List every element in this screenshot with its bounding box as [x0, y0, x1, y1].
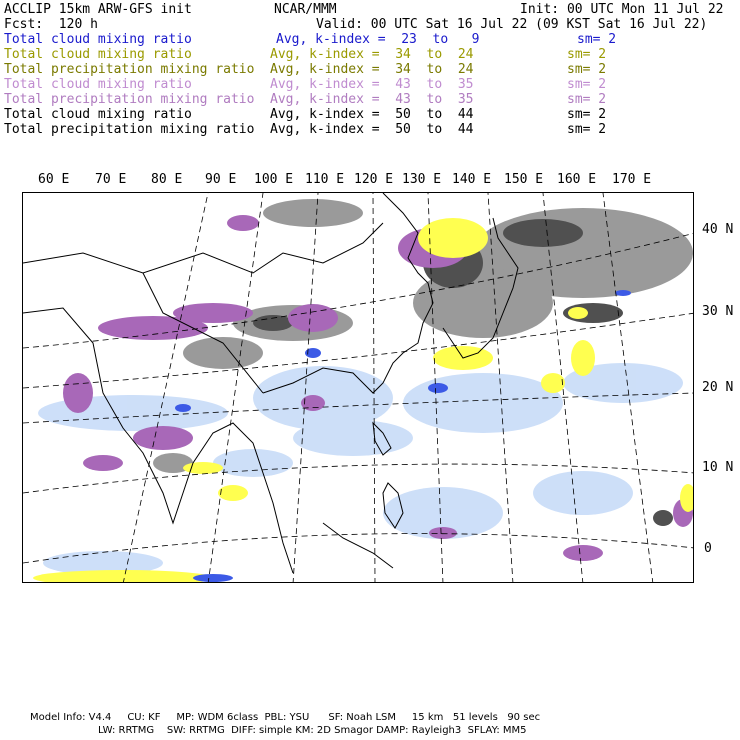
footer-physics-info: LW: RRTMG SW: RRTMG DIFF: simple KM: 2D Smagor DAMP: Rayleigh3 SFLAY: MM5 [98, 725, 527, 736]
purple-patch [288, 304, 338, 332]
legend-avg: Avg, k-index = 43 to 35 [270, 92, 474, 107]
purple-patch [429, 527, 457, 539]
legend-sm: sm= 2 [567, 47, 607, 62]
legend-avg: Avg, k-index = 50 to 44 [270, 122, 474, 137]
lon-label: 90 E [205, 172, 237, 187]
yellow-patch [541, 373, 565, 393]
lat-label: 0 [704, 541, 712, 556]
blue-patch [193, 574, 233, 582]
map-canvas [23, 193, 694, 583]
blue-patch [428, 383, 448, 393]
lon-label: 160 E [557, 172, 597, 187]
lon-label: 100 E [254, 172, 294, 187]
yellow-patch [33, 570, 213, 583]
title-right: Init: 00 UTC Mon 11 Jul 22 [520, 2, 724, 17]
gray-patch [183, 337, 263, 369]
legend-sm: sm= 2 [567, 62, 607, 77]
legend-name: Total precipitation mixing ratio [4, 92, 255, 107]
lon-label: 140 E [452, 172, 492, 187]
lon-label: 120 E [354, 172, 394, 187]
light-blue-cloud-field [38, 363, 683, 575]
lat-label: 30 N [702, 304, 734, 319]
lon-label: 150 E [504, 172, 544, 187]
legend-sm: sm= 2 [567, 122, 607, 137]
gray-patch [263, 199, 363, 227]
title-center: NCAR/MMM [274, 2, 337, 17]
border [23, 223, 383, 273]
lat-label: 10 N [702, 460, 734, 475]
yellow-patch [218, 485, 248, 501]
forecast-hour: Fcst: 120 h [4, 17, 98, 32]
dark-gray-patch [503, 219, 583, 247]
legend-avg: Avg, k-index = 50 to 44 [270, 107, 474, 122]
light-blue-patch [403, 373, 563, 433]
purple-patch [563, 545, 603, 561]
light-blue-patch [533, 471, 633, 515]
blue-patch [175, 404, 191, 412]
yellow-patch [418, 218, 488, 258]
legend-sm: sm= 2 [577, 32, 617, 47]
legend-sm: sm= 2 [567, 92, 607, 107]
legend-name: Total cloud mixing ratio [4, 47, 192, 62]
legend-avg: Avg, k-index = 43 to 35 [270, 77, 474, 92]
light-blue-patch [293, 420, 413, 456]
legend-sm: sm= 2 [567, 107, 607, 122]
yellow-patch [568, 307, 588, 319]
lon-label: 70 E [95, 172, 127, 187]
lon-label: 80 E [151, 172, 183, 187]
valid-time: Valid: 00 UTC Sat 16 Jul 22 (09 KST Sat 16 Jul 22) [316, 17, 708, 32]
lon-line [123, 193, 208, 583]
purple-patch [83, 455, 123, 471]
lon-label: 110 E [305, 172, 345, 187]
legend-avg: Avg, k-index = 34 to 24 [270, 47, 474, 62]
legend-name: Total cloud mixing ratio [4, 107, 192, 122]
lon-line [208, 193, 263, 583]
blue-patch [615, 290, 631, 296]
dark-gray-patch [253, 315, 293, 331]
legend-avg: Avg, k-index = 34 to 24 [270, 62, 474, 77]
purple-patch [133, 426, 193, 450]
lat-label: 20 N [702, 380, 734, 395]
coastline [323, 523, 393, 568]
lon-label: 60 E [38, 172, 70, 187]
lat-label: 40 N [702, 222, 734, 237]
title-left: ACCLIP 15km ARW-GFS init [4, 2, 192, 17]
map-panel [22, 192, 694, 583]
legend-sm: sm= 2 [567, 77, 607, 92]
purple-patch [227, 215, 259, 231]
yellow-patch [183, 462, 223, 474]
footer-model-info: Model Info: V4.4 CU: KF MP: WDM 6class PBL: YSU SF: Noah LSM 15 km 51 levels 90 sec [30, 712, 541, 723]
legend-name: Total precipitation mixing ratio [4, 122, 255, 137]
lon-label: 170 E [612, 172, 652, 187]
dark-gray-patch [653, 510, 673, 526]
light-blue-patch [253, 366, 393, 430]
legend-name: Total precipitation mixing ratio [4, 62, 255, 77]
legend-name: Total cloud mixing ratio [4, 32, 192, 47]
purple-patch [173, 303, 253, 323]
purple-patch [63, 373, 93, 413]
legend-name: Total cloud mixing ratio [4, 77, 192, 92]
legend-avg: Avg, k-index = 23 to 9 [276, 32, 480, 47]
lon-label: 130 E [402, 172, 442, 187]
yellow-patch [571, 340, 595, 376]
